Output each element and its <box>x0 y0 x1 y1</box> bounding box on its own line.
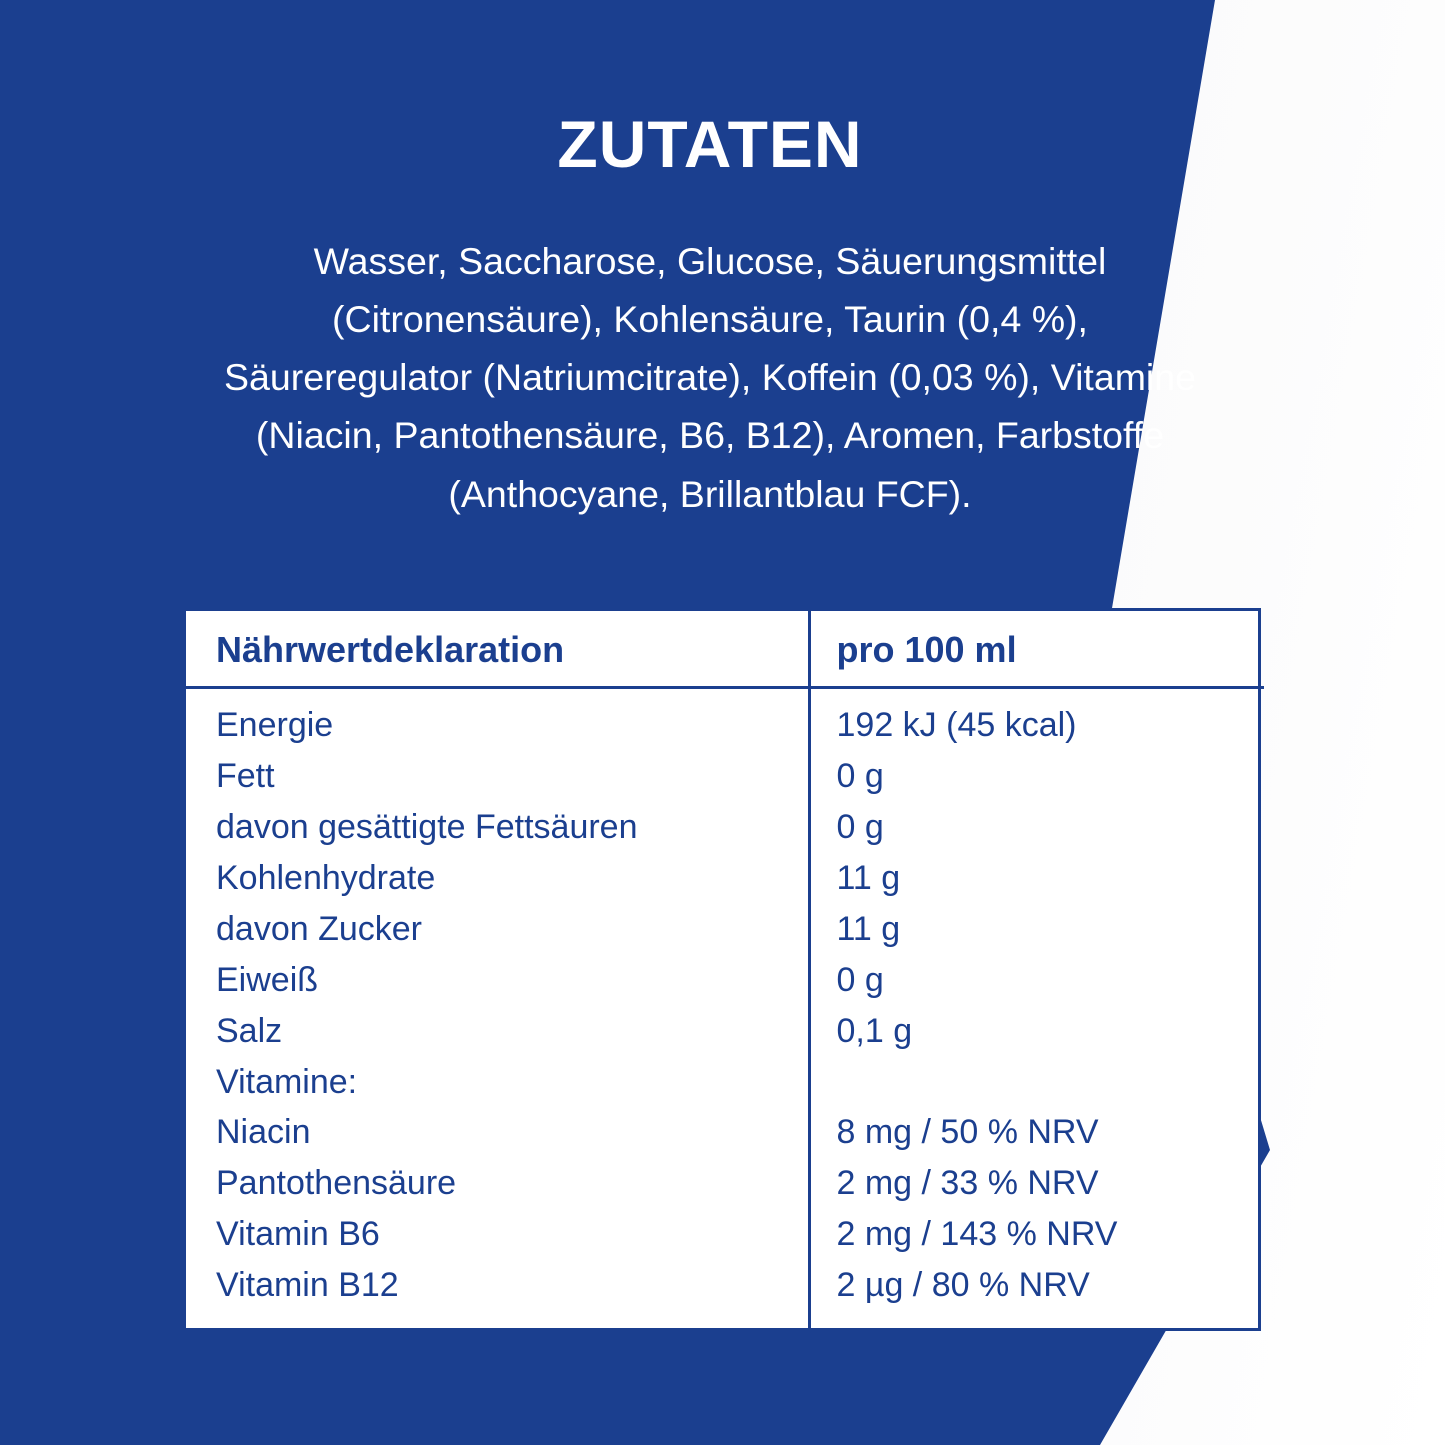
row-value: 0 g <box>809 802 1264 853</box>
row-label: davon gesättigte Fettsäuren <box>216 808 638 847</box>
table-row <box>186 1107 1264 1158</box>
header-value-column: pro 100 ml <box>809 611 1264 688</box>
table-row <box>186 1260 1264 1328</box>
table-body <box>186 688 1264 1328</box>
table-header <box>186 611 1264 688</box>
row-value: 2 mg / 143 % NRV <box>809 1209 1264 1260</box>
row-label: Vitamin B12 <box>216 1266 399 1305</box>
table-row <box>186 1158 1264 1209</box>
table-row <box>186 802 1264 853</box>
row-value: 0,1 g <box>809 1006 1264 1057</box>
table-row <box>186 1006 1264 1057</box>
row-label: Eiweiß <box>216 960 319 999</box>
row-label: Pantothensäure <box>216 1164 457 1203</box>
row-value: 0 g <box>809 955 1264 1006</box>
row-label: Energie <box>216 706 334 745</box>
table-header-row <box>186 611 1264 688</box>
row-value: 8 mg / 50 % NRV <box>809 1107 1264 1158</box>
row-label: Fett <box>216 757 275 796</box>
header-label-column: Nährwertdeklaration <box>186 611 809 688</box>
row-label: Salz <box>216 1011 283 1050</box>
row-value: 2 mg / 33 % NRV <box>809 1158 1264 1209</box>
row-value: 192 kJ (45 kcal) <box>809 688 1264 751</box>
table-row <box>186 688 1264 751</box>
nutrition-facts-table <box>186 611 1264 1328</box>
table-row <box>186 955 1264 1006</box>
table-row <box>186 904 1264 955</box>
nutrition-table <box>183 608 1261 1331</box>
row-label: Kohlenhydrate <box>216 859 436 898</box>
row-label: Vitamin B6 <box>216 1215 380 1254</box>
row-label: Niacin <box>216 1113 311 1152</box>
row-value <box>809 1057 1264 1108</box>
row-value: 11 g <box>809 853 1264 904</box>
table-row <box>186 1057 1264 1108</box>
page-title: ZUTATEN <box>557 107 863 181</box>
table-row <box>186 853 1264 904</box>
table-row <box>186 751 1264 802</box>
row-label: davon Zucker <box>216 909 422 948</box>
row-value: 2 µg / 80 % NRV <box>809 1260 1264 1328</box>
nutrition-table-border <box>183 608 1261 1331</box>
row-label: Vitamine: <box>216 1062 358 1101</box>
table-row <box>186 1209 1264 1260</box>
row-value: 0 g <box>809 751 1264 802</box>
ingredients-text: Wasser, Saccharose, Glucose, Säuerungsmittel (Citronensäure), Kohlensäure, Taurin (0,4 %), Säureregulator (Natriumcitrate), Koffein (0,03 %), Vitamine (Niacin, Pantothensäure, B6, B12), Aromen, Farbstoffe (Anthocyane, Brillantblau FCF). <box>224 240 1196 515</box>
row-value: 11 g <box>809 904 1264 955</box>
